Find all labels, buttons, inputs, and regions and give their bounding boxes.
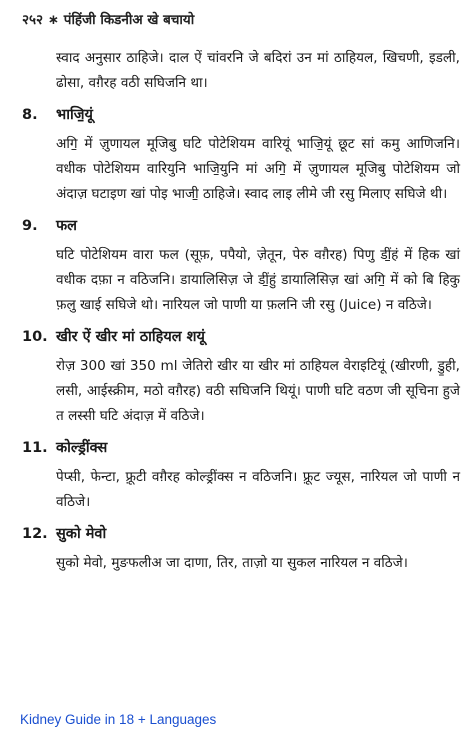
- section-fruits: [22, 215, 462, 318]
- section-body: अगि॒ में ज़ुणायल मूजिबु घटि पोटेशियम वारियूं भाजि॒यूं छूट सां कमु आणिजनि। वधीक पोटेशियम वारियुनि भाजि॒युनि मां अगि॒ में ज़ुणायल मूजिबु पोटेशियम जो अंदाज़ घटाइण खां पोइ भाजी॒ ठाहिजे। स्वाद लाइ लीमे जी रसु मिलाए सघिजे थी।: [56, 136, 460, 202]
- section-body: रोज़ 300 खां 350 ml जेतिरो खीर या खीर मां ठाहियल वेराइटियूं (खीरणी, डु॒ही, लसी, आईस्क्रीम, मठो वग़ैरह) वठी सघिजनि थियूं। पाणी घटि वठण जी सूचिना हुजे त लस्सी घटि अंदाज़ में वठिजे।: [56, 358, 460, 424]
- section-body: सुको मेवो, मुङफलीअ जा दाणा, तिर, ताज़ो या सुकल नारियल न वठिजे।: [56, 555, 408, 571]
- section-heading: [22, 523, 462, 545]
- section-title: फल: [56, 218, 78, 234]
- section-number: 10.: [22, 329, 48, 345]
- section-title: भाजि॒यूं: [56, 107, 93, 123]
- section-number: 11.: [22, 440, 48, 456]
- section-cold-drinks: [22, 437, 462, 515]
- section-title: खीर ऐं खीर मां ठाहियल शयूं: [56, 329, 205, 345]
- section-heading: [22, 104, 462, 126]
- intro-paragraph: स्वाद अनुसार ठाहिजे। दाल ऐं चांवरनि जे बदिरां उन मां ठाहियल, खिचणी, इडली, ढोसा, वग़ैरह वठी सघिजनि था।: [56, 50, 460, 91]
- section-body: पेप्सी, फेन्टा, फ़्रूटी वग़ैरह कोल्ड्रींक्स न वठिजनि। फ़्रूट ज्यूस, नारियल जो पाणी न वठिजे।: [56, 469, 460, 510]
- section-heading: [22, 215, 462, 237]
- section-vegetables: [22, 104, 462, 207]
- section-title: सुको मेवो: [56, 526, 107, 542]
- section-body: घटि पोटेशियम वारा फल (सूफ़, पपैयो, ज़ेतून, पेरु वग़ैरह) पिणु डीं॒हं में हिक खां वधीक दफ़ा न वठिजनि। डायालिसिज़ जे डीं॒हुं डायालिसिज़ खां अगि॒ में को बि हिकु फ़लु खाई सघिजे थो। नारियल जो पाणी या फ़लनि जी रसु (Juice) न वठिजे।: [56, 247, 460, 313]
- page-content: [22, 46, 462, 576]
- footer-link[interactable]: Kidney Guide in 18 + Languages: [20, 712, 217, 727]
- section-number: 8.: [22, 107, 38, 123]
- section-heading: [22, 437, 462, 459]
- section-number: 12.: [22, 526, 48, 542]
- section-number: 9.: [22, 218, 38, 234]
- running-header: २५२ ∗ पंहिंजी किडनीअ खे बचायो: [22, 12, 195, 28]
- section-heading: [22, 326, 462, 348]
- section-milk-products: [22, 326, 462, 429]
- section-title: कोल्ड्रींक्स: [56, 440, 108, 456]
- section-dry-fruits: [22, 523, 462, 576]
